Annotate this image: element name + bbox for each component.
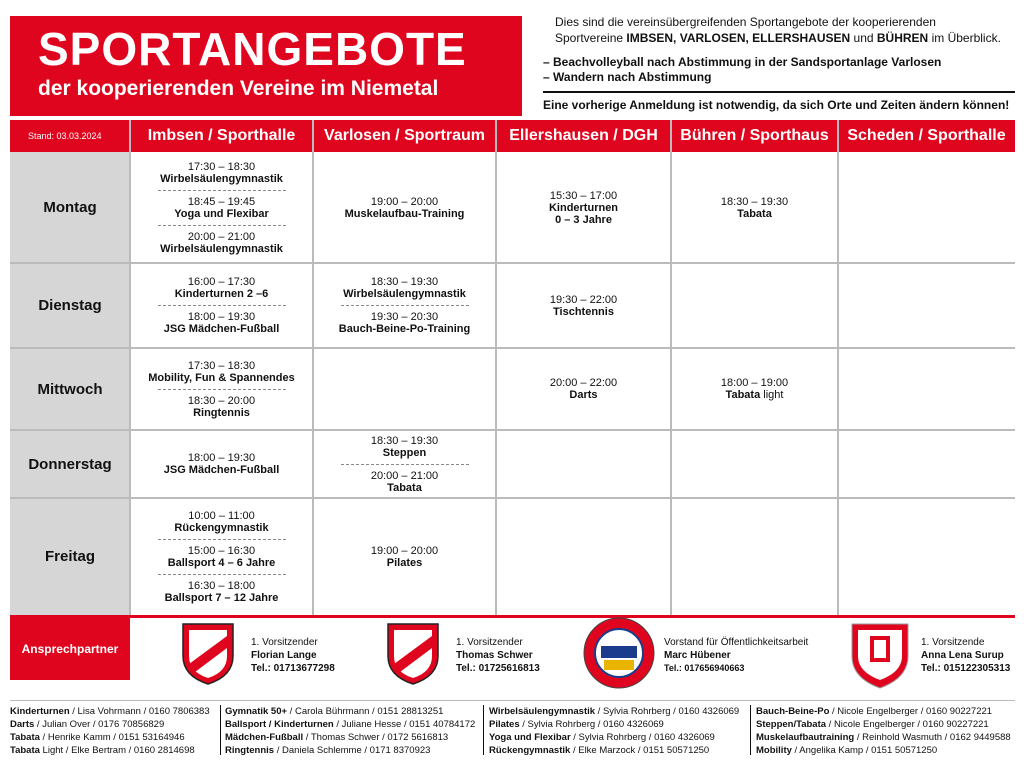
schedule-slot	[168, 545, 276, 569]
page-title: SPORTANGEBOTE	[38, 23, 467, 75]
contact-list-item	[225, 744, 475, 757]
contact-list-col-1	[10, 705, 210, 757]
slot-activity: Rückengymnastik	[174, 522, 269, 534]
slot-time: 19:30 – 20:30	[370, 311, 439, 323]
contact-details: / Thomas Schwer / 0172 5616813	[303, 732, 449, 743]
club-contact-name: Thomas Schwer	[456, 650, 533, 661]
contact-list-col-3	[489, 705, 739, 757]
club-phone: Tel.: 015122305313	[921, 663, 1011, 674]
schedule-slot	[550, 294, 617, 318]
intro-line-1: Dies sind die vereinsübergreifenden Sportangebote der kooperierenden	[555, 15, 936, 29]
slot-separator	[341, 464, 469, 465]
slot-cell	[497, 154, 670, 262]
contact-details: / Nicole Engelberger / 0160 90227221	[826, 719, 989, 730]
slot-activity: Wirbelsäulengymnastik	[160, 173, 283, 185]
slot-time: 18:30 – 19:30	[370, 276, 439, 288]
slot-cell	[131, 499, 312, 615]
slot-activity: Wirbelsäulengymnastik	[343, 288, 466, 300]
club-contact-name: Florian Lange	[251, 650, 317, 661]
contact-list-item	[10, 718, 210, 731]
slot-activity: Wirbelsäulengymnastik	[160, 243, 283, 255]
slot-time: 16:30 – 18:00	[187, 580, 256, 592]
slot-time: 18:30 – 19:30	[720, 196, 789, 208]
contact-activity: Wirbelsäulengymnastik	[489, 706, 596, 717]
slot-time: 20:00 – 21:00	[370, 469, 439, 482]
contact-activity: Mädchen-Fußball	[225, 732, 304, 743]
contact-list-item	[225, 718, 475, 731]
contact-list-item	[225, 731, 475, 744]
slot-time: 18:00 – 19:00	[720, 377, 789, 389]
contact-details: / Reinhold Wasmuth / 0162 9449588	[854, 732, 1011, 743]
slot-time: 20:00 – 21:00	[187, 231, 256, 243]
contact-list-item	[225, 705, 475, 718]
slot-time: 18:00 – 19:30	[187, 452, 256, 464]
slot-cell	[131, 431, 312, 497]
slot-cell	[672, 349, 837, 429]
slot-separator	[158, 305, 286, 306]
slot-activity: JSG Mädchen-Fußball	[163, 464, 280, 476]
slot-time: 18:45 – 19:45	[187, 196, 256, 208]
schedule-slot	[165, 580, 279, 604]
schedule-slot	[371, 545, 438, 569]
club-contact-name: Marc Hübener	[664, 650, 731, 661]
slot-activity: Bauch-Beine-Po-Training	[338, 323, 471, 335]
club-ellershausen	[582, 620, 842, 684]
club-contact-name: Anna Lena Surup	[921, 650, 1004, 661]
day-freitag: Freitag	[10, 498, 130, 615]
divider	[10, 700, 1015, 701]
schedule-slot	[549, 190, 618, 226]
contact-activity: Ballsport / Kinderturnen	[225, 719, 334, 730]
column-header-buehren: Bühren / Sporthaus	[671, 120, 838, 152]
contact-activity: Tabata	[10, 745, 40, 756]
slot-separator	[158, 225, 286, 226]
contact-details: / Lisa Vohrmann / 0160 7806383	[69, 706, 210, 717]
slot-activity: JSG Mädchen-Fußball	[163, 323, 280, 335]
schedule-slot	[345, 196, 465, 220]
club-role: Vorstand für Öffentlichkeitsarbeit	[664, 637, 809, 648]
contact-activity: Gymnatik 50+	[225, 706, 288, 717]
day-mittwoch: Mittwoch	[10, 348, 130, 430]
contacts-label: Ansprechpartner	[10, 618, 130, 680]
schedule-slot	[371, 470, 438, 494]
slot-cell	[131, 264, 312, 347]
contact-details: / Julian Over / 0176 70856829	[34, 719, 165, 730]
slot-time: 19:00 – 20:00	[370, 196, 439, 208]
slot-activity: Mobility, Fun & Spannendes	[148, 371, 295, 384]
note-wandern: – Wandern nach Abstimmung	[543, 70, 712, 84]
grid-line	[837, 120, 839, 615]
club-buehren	[848, 620, 1018, 684]
day-dienstag: Dienstag	[10, 263, 130, 348]
column-header-varlosen: Varlosen / Sportraum	[313, 120, 496, 152]
slot-activity: Ringtennis	[193, 406, 250, 419]
contact-details: / Sylvia Rohrberg / 0160 4326069	[570, 732, 715, 743]
club-role: 1. Vorsitzender	[456, 637, 523, 648]
slot-activity: Kinderturnen	[548, 202, 619, 214]
slot-activity: Darts	[569, 389, 598, 401]
title-banner	[10, 16, 522, 116]
slot-cell	[314, 499, 495, 615]
contact-list-item	[756, 705, 1011, 718]
slot-activity: Ballsport 7 – 12 Jahre	[164, 592, 279, 604]
slot-time: 19:00 – 20:00	[370, 545, 439, 557]
slot-separator	[158, 389, 286, 390]
slot-cell	[497, 264, 670, 347]
schedule-slot	[188, 395, 255, 419]
column-header-ellershausen: Ellershausen / DGH	[496, 120, 671, 152]
slot-activity-suffix: light	[760, 389, 784, 401]
ellershausen-logo	[582, 616, 656, 690]
intro-clubs-a: IMBSEN, VARLOSEN, ELLERSHAUSEN	[626, 31, 851, 45]
slot-time: 18:30 – 19:30	[370, 434, 439, 447]
contact-list-item	[489, 731, 739, 744]
slot-activity-detail: 0 – 3 Jahre	[555, 214, 612, 226]
imbsen-logo	[175, 620, 241, 686]
contact-list-item	[756, 731, 1011, 744]
schedule-slot	[164, 452, 280, 476]
club-varlosen	[380, 620, 580, 684]
slot-activity: Tabata	[387, 481, 422, 494]
contact-list-col-2	[225, 705, 475, 757]
intro-suffix: im Überblick.	[928, 31, 1001, 45]
stand-date: Stand: 03.03.2024	[10, 120, 130, 152]
contact-list-item	[489, 705, 739, 718]
contact-activity: Kinderturnen	[10, 706, 70, 717]
contact-activity: Darts	[10, 719, 35, 730]
contact-list-item	[10, 731, 210, 744]
contact-list-item	[10, 705, 210, 718]
schedule-slot	[339, 311, 470, 335]
varlosen-logo	[380, 620, 446, 686]
slot-activity: Ballsport 4 – 6 Jahre	[167, 557, 276, 569]
club-role: 1. Vorsitzende	[921, 637, 985, 648]
contact-details: / Elke Marzock / 0151 50571250	[570, 745, 710, 756]
schedule-slot	[721, 377, 788, 401]
notes	[543, 55, 941, 85]
page-subtitle: der kooperierenden Vereine im Niemetal	[38, 77, 439, 100]
slot-time: 17:30 – 18:30	[187, 359, 256, 372]
slot-activity: Tischtennis	[553, 305, 614, 318]
schedule-slot	[343, 276, 466, 300]
contact-list-item	[489, 744, 739, 757]
contact-activity: Steppen/Tabata	[756, 719, 827, 730]
slot-time: 15:00 – 16:30	[187, 545, 256, 557]
slot-separator	[158, 574, 286, 575]
slot-cell	[314, 154, 495, 262]
intro-und: und	[850, 31, 877, 45]
contact-details: / Nicole Engelberger / 0160 90227221	[829, 706, 993, 717]
club-role: 1. Vorsitzender	[251, 637, 318, 648]
slot-activity-line	[721, 389, 788, 401]
schedule-slot	[160, 231, 283, 255]
contact-list-col-4	[756, 705, 1011, 757]
registration-warning: Eine vorherige Anmeldung ist notwendig, da sich Orte und Zeiten ändern können!	[543, 98, 1010, 112]
intro-text	[555, 14, 1020, 46]
slot-time: 10:00 – 11:00	[188, 510, 255, 522]
slot-separator	[341, 305, 469, 306]
contact-activity: Bauch-Beine-Po	[756, 706, 830, 717]
contact-activity: Tabata	[10, 732, 40, 743]
slot-time: 20:00 – 22:00	[549, 377, 618, 389]
intro-line-2-prefix: Sportvereine	[555, 31, 627, 45]
contact-details: Light / Elke Bertram / 0160 2814698	[39, 745, 195, 756]
contact-details: / Sylvia Rohrberg / 0160 4326069	[595, 706, 740, 717]
slot-activity: Kinderturnen 2 –6	[174, 288, 269, 300]
divider	[750, 705, 751, 755]
column-header-imbsen: Imbsen / Sporthalle	[130, 120, 313, 152]
column-header-scheden: Scheden / Sporthalle	[838, 120, 1015, 152]
contact-activity: Mobility	[756, 745, 792, 756]
contact-list-item	[489, 718, 739, 731]
contact-list-item	[756, 718, 1011, 731]
slot-activity: Tabata	[737, 208, 772, 220]
day-donnerstag: Donnerstag	[10, 430, 130, 498]
slot-cell	[131, 349, 312, 429]
slot-activity: Muskelaufbau-Training	[344, 208, 465, 220]
contact-details: / Daniela Schlemme / 0171 8370923	[274, 745, 431, 756]
slot-time: 19:30 – 22:00	[549, 293, 618, 306]
contact-details: / Angelika Kamp / 0151 50571250	[791, 745, 938, 756]
schedule-slot	[371, 435, 438, 459]
schedule-slot	[164, 311, 280, 335]
contact-list-item	[10, 744, 210, 757]
day-montag: Montag	[10, 152, 130, 263]
slot-cell	[497, 349, 670, 429]
intro-clubs-b: BÜHREN	[876, 31, 929, 45]
note-beachvolleyball: – Beachvolleyball nach Abstimmung in der Sandsportanlage Varlosen	[543, 55, 942, 69]
slot-activity: Steppen	[382, 446, 427, 459]
schedule-slot	[175, 276, 269, 300]
schedule-slot	[160, 161, 283, 185]
slot-activity: Yoga und Flexibar	[174, 208, 269, 220]
schedule-slot	[174, 196, 269, 220]
slot-cell	[314, 264, 495, 347]
schedule-slot	[174, 510, 268, 534]
club-phone: Tel.: 01713677298	[251, 663, 335, 674]
divider	[220, 705, 221, 755]
slot-time: 16:00 – 17:30	[187, 276, 256, 288]
buehren-logo	[848, 616, 912, 690]
contact-activity: Yoga und Flexibar	[489, 732, 571, 743]
club-phone: Tel.: 01725616813	[456, 663, 540, 674]
divider	[483, 705, 484, 755]
slot-cell	[131, 154, 312, 262]
schedule-grid	[10, 120, 1015, 615]
slot-time: 18:30 – 20:00	[187, 394, 256, 407]
contact-details: / Juliane Hesse / 0151 40784172	[333, 719, 476, 730]
contact-details: / Sylvia Rohrberg / 0160 4326069	[519, 719, 664, 730]
club-imbsen	[175, 620, 375, 684]
schedule-slot	[550, 377, 617, 401]
slot-cell	[672, 154, 837, 262]
slot-cell	[314, 431, 495, 497]
contact-details: / Carola Bührmann / 0151 28813251	[287, 706, 444, 717]
schedule-slot	[721, 196, 788, 220]
contact-details: / Henrike Kamm / 0151 53164946	[39, 732, 185, 743]
contact-activity: Pilates	[489, 719, 520, 730]
contact-activity: Ringtennis	[225, 745, 275, 756]
slot-time: 18:00 – 19:30	[187, 311, 256, 323]
contact-activity: Rückengymnastik	[489, 745, 571, 756]
slot-time: 17:30 – 18:30	[187, 161, 256, 173]
slot-separator	[158, 539, 286, 540]
slot-activity: Tabata	[725, 389, 761, 401]
divider	[543, 91, 1015, 93]
contact-activity: Muskelaufbautraining	[756, 732, 855, 743]
slot-time: 15:30 – 17:00	[549, 190, 618, 202]
schedule-slot	[148, 360, 294, 384]
club-phone: Tel.: 017656940663	[664, 663, 745, 673]
slot-separator	[158, 190, 286, 191]
contact-list-item	[756, 744, 1011, 757]
slot-activity: Pilates	[386, 557, 423, 569]
